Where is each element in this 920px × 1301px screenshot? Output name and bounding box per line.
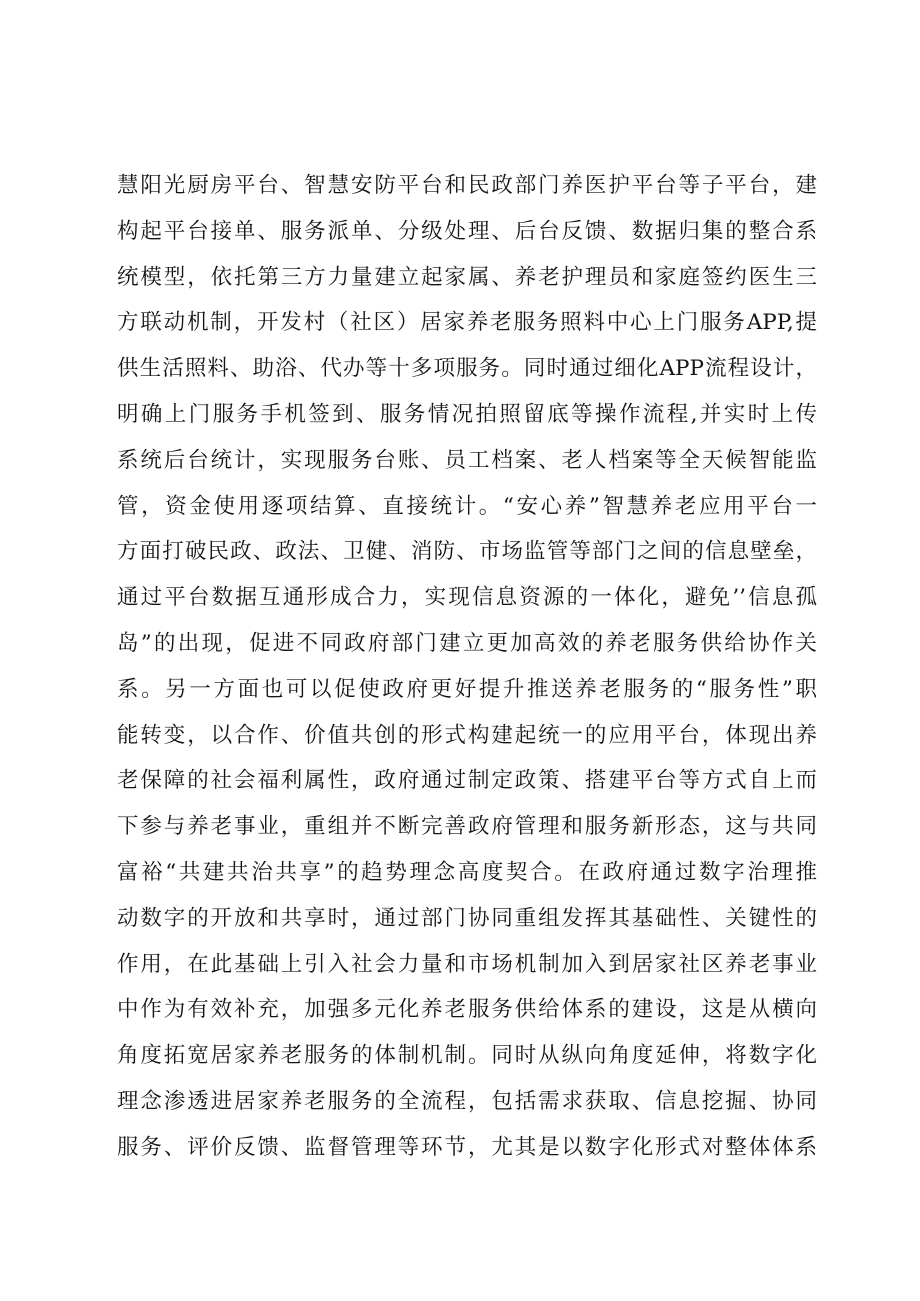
text-line: 下参与养老事业，重组并不断完善政府管理和服务新形态，这与共同 xyxy=(117,814,817,840)
text-line: 管，资金使用逐项结算、直接统计。“安心养”智慧养老应用平台一 xyxy=(117,493,817,519)
text-line: 理念渗透进居家养老服务的全流程，包括需求获取、信息挖掘、协同 xyxy=(117,1088,817,1114)
text-line: 岛”的出现，促进不同政府部门建立更加高效的养老服务供给协作关 xyxy=(117,630,817,656)
text-line: 系统后台统计，实现服务台账、员工档案、老人档案等全天候智能监 xyxy=(117,447,817,473)
text-line: 明确上门服务手机签到、服务情况拍照留底等操作流程,并实时上传 xyxy=(117,401,817,427)
text-line: 富裕“共建共治共享”的趋势理念高度契合。在政府通过数字治理推 xyxy=(117,859,817,885)
text-line: 系。另一方面也可以促使政府更好提升推送养老服务的“服务性”职 xyxy=(117,676,817,702)
text-line: 慧阳光厨房平台、智慧安防平台和民政部门养医护平台等子平台，建 xyxy=(117,173,817,198)
text-line: 供生活照料、助浴、代办等十多项服务。同时通过细化APP流程设计， xyxy=(117,356,817,382)
text-line: 通过平台数据互通形成合力，实现信息资源的一体化，避免’’信息孤 xyxy=(117,585,817,611)
text-line: 中作为有效补充，加强多元化养老服务供给体系的建设，这是从横向 xyxy=(117,997,817,1023)
body-paragraph xyxy=(117,163,817,1171)
text-line: 构起平台接单、服务派单、分级处理、后台反馈、数据归集的整合系 xyxy=(117,218,817,244)
text-line: 老保障的社会福利属性，政府通过制定政策、搭建平台等方式自上而 xyxy=(117,768,817,794)
text-line: 统模型，依托第三方力量建立起家属、养老护理员和家庭签约医生三 xyxy=(117,264,817,290)
text-line: 方联动机制，开发村（社区）居家养老服务照料中心上门服务APP,提 xyxy=(117,310,817,336)
text-line: 能转变，以合作、价值共创的形式构建起统一的应用平台，体现出养 xyxy=(117,722,817,748)
text-line: 方面打破民政、政法、卫健、消防、市场监管等部门之间的信息壁垒， xyxy=(117,539,817,565)
text-line: 角度拓宽居家养老服务的体制机制。同时从纵向角度延伸，将数字化 xyxy=(117,1043,817,1069)
text-line: 动数字的开放和共享时，通过部门协同重组发挥其基础性、关键性的 xyxy=(117,905,817,931)
text-line: 作用，在此基础上引入社会力量和市场机制加入到居家社区养老事业 xyxy=(117,951,817,977)
text-line: 服务、评价反馈、监督管理等环节，尤其是以数字化形式对整体体系 xyxy=(117,1134,817,1160)
